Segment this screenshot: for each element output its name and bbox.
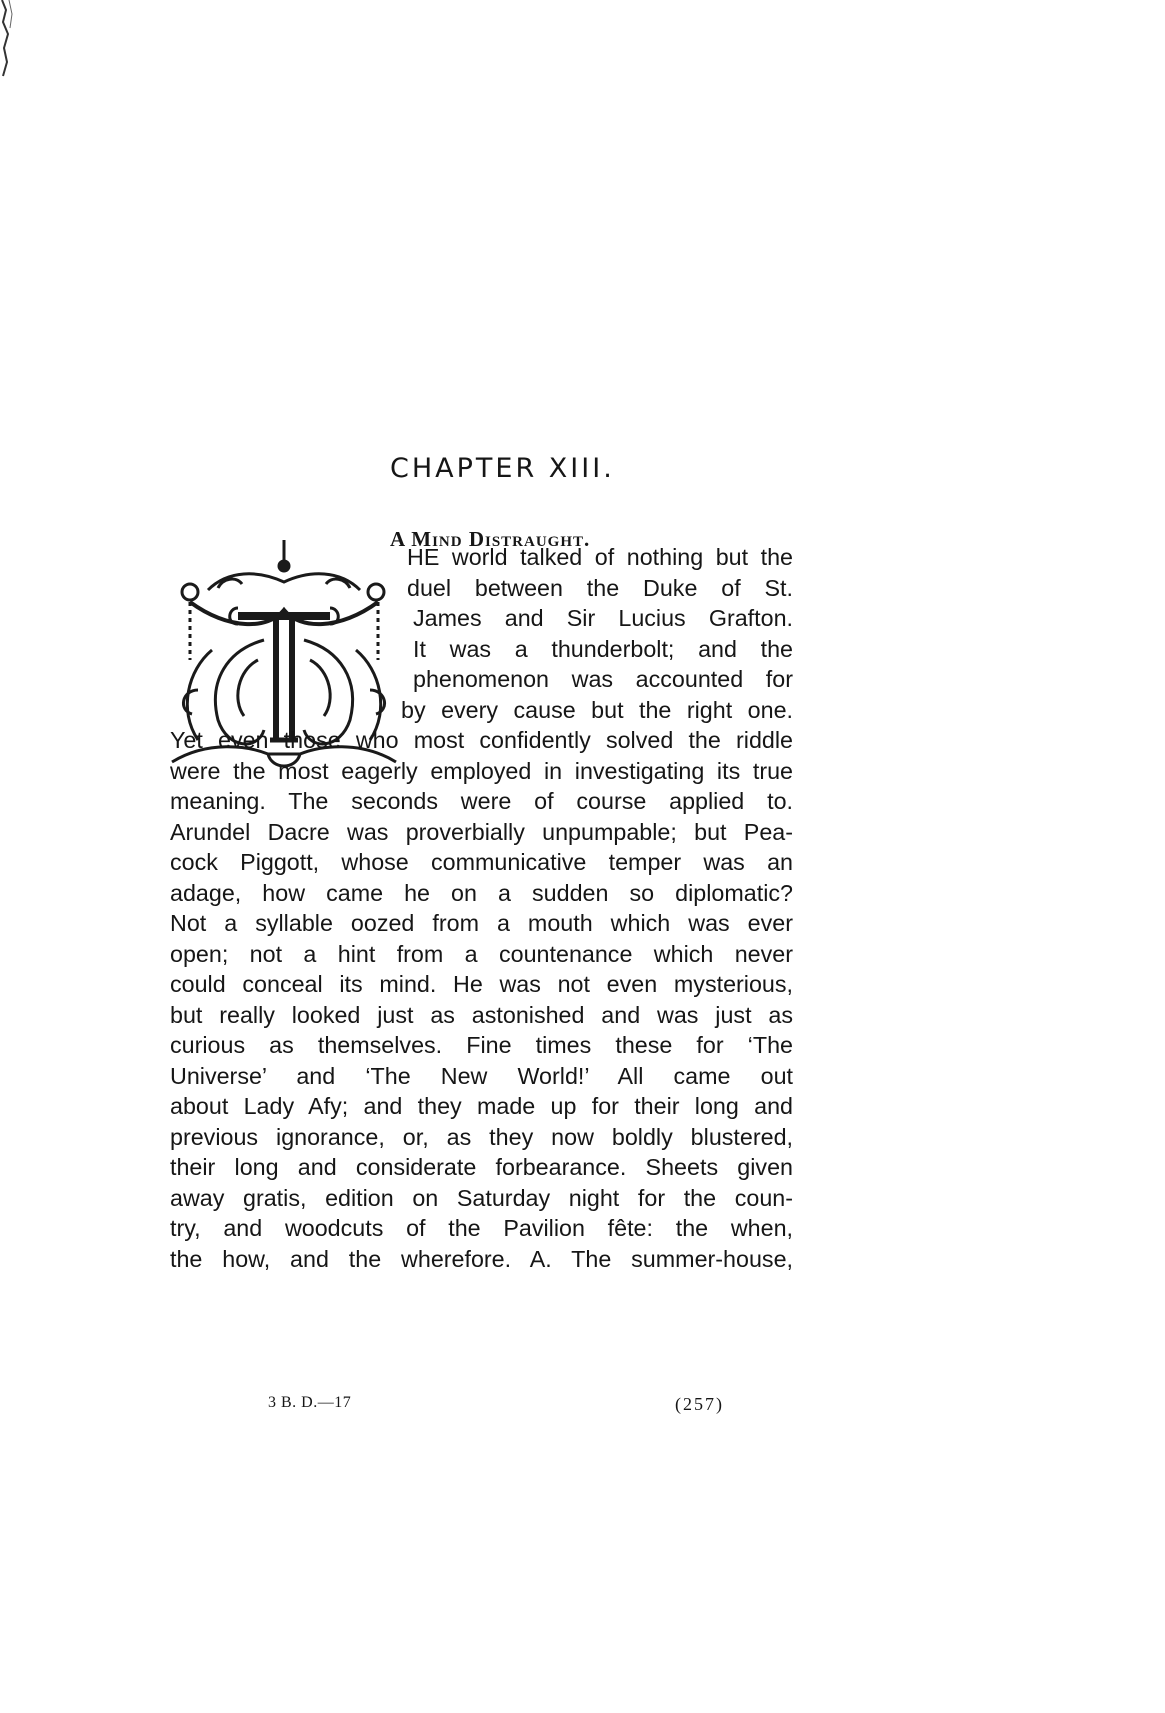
text-line: away gratis, edition on Saturday night for the coun- [170,1185,793,1211]
text-line: could conceal its mind. He was not even mysterious, [170,971,793,997]
text-line: Universe’ and ‘The New World!’ All came out [170,1063,793,1089]
text-line: but really looked just as astonished and was just as [170,1002,793,1028]
scan-edge-mark [0,0,24,80]
text-line: HE world talked of nothing but the [407,544,793,570]
chapter-heading: CHAPTER XIII. [390,453,615,484]
signature-mark: 3 B. D.—17 [268,1394,352,1411]
text-line: were the most eagerly employed in investigating its true [170,758,793,784]
text-line: Not a syllable oozed from a mouth which was ever [170,910,793,936]
text-line: cock Piggott, whose communicative temper was an [170,849,793,875]
text-line: It was a thunderbolt; and the [413,636,793,662]
text-line: James and Sir Lucius Grafton. [413,605,793,631]
text-line: duel between the Duke of St. [407,575,793,601]
text-line: Arundel Dacre was proverbially unpumpable; but Pea- [170,819,793,845]
text-line: about Lady Afy; and they made up for their long and [170,1093,793,1119]
text-line: open; not a hint from a countenance which never [170,941,793,967]
text-line: the how, and the wherefore. A. The summer-house, [170,1246,793,1272]
text-line: phenomenon was accounted for [413,666,793,692]
text-line: meaning. The seconds were of course applied to. [170,788,793,814]
text-line: Yet even those who most confidently solved the riddle [170,727,793,753]
text-line: their long and considerate forbearance. Sheets given [170,1154,793,1180]
text-line: try, and woodcuts of the Pavilion fête: the when, [170,1215,793,1241]
text-line: adage, how came he on a sudden so diplomatic? [170,880,793,906]
text-line: curious as themselves. Fine times these for ‘The [170,1032,793,1058]
chapter-subtitle: A Mind Distraught. [390,527,591,551]
text-line: previous ignorance, or, as they now boldly blustered, [170,1124,793,1150]
text-line: by every cause but the right one. [401,697,793,723]
page-number: (257) [675,1394,724,1414]
